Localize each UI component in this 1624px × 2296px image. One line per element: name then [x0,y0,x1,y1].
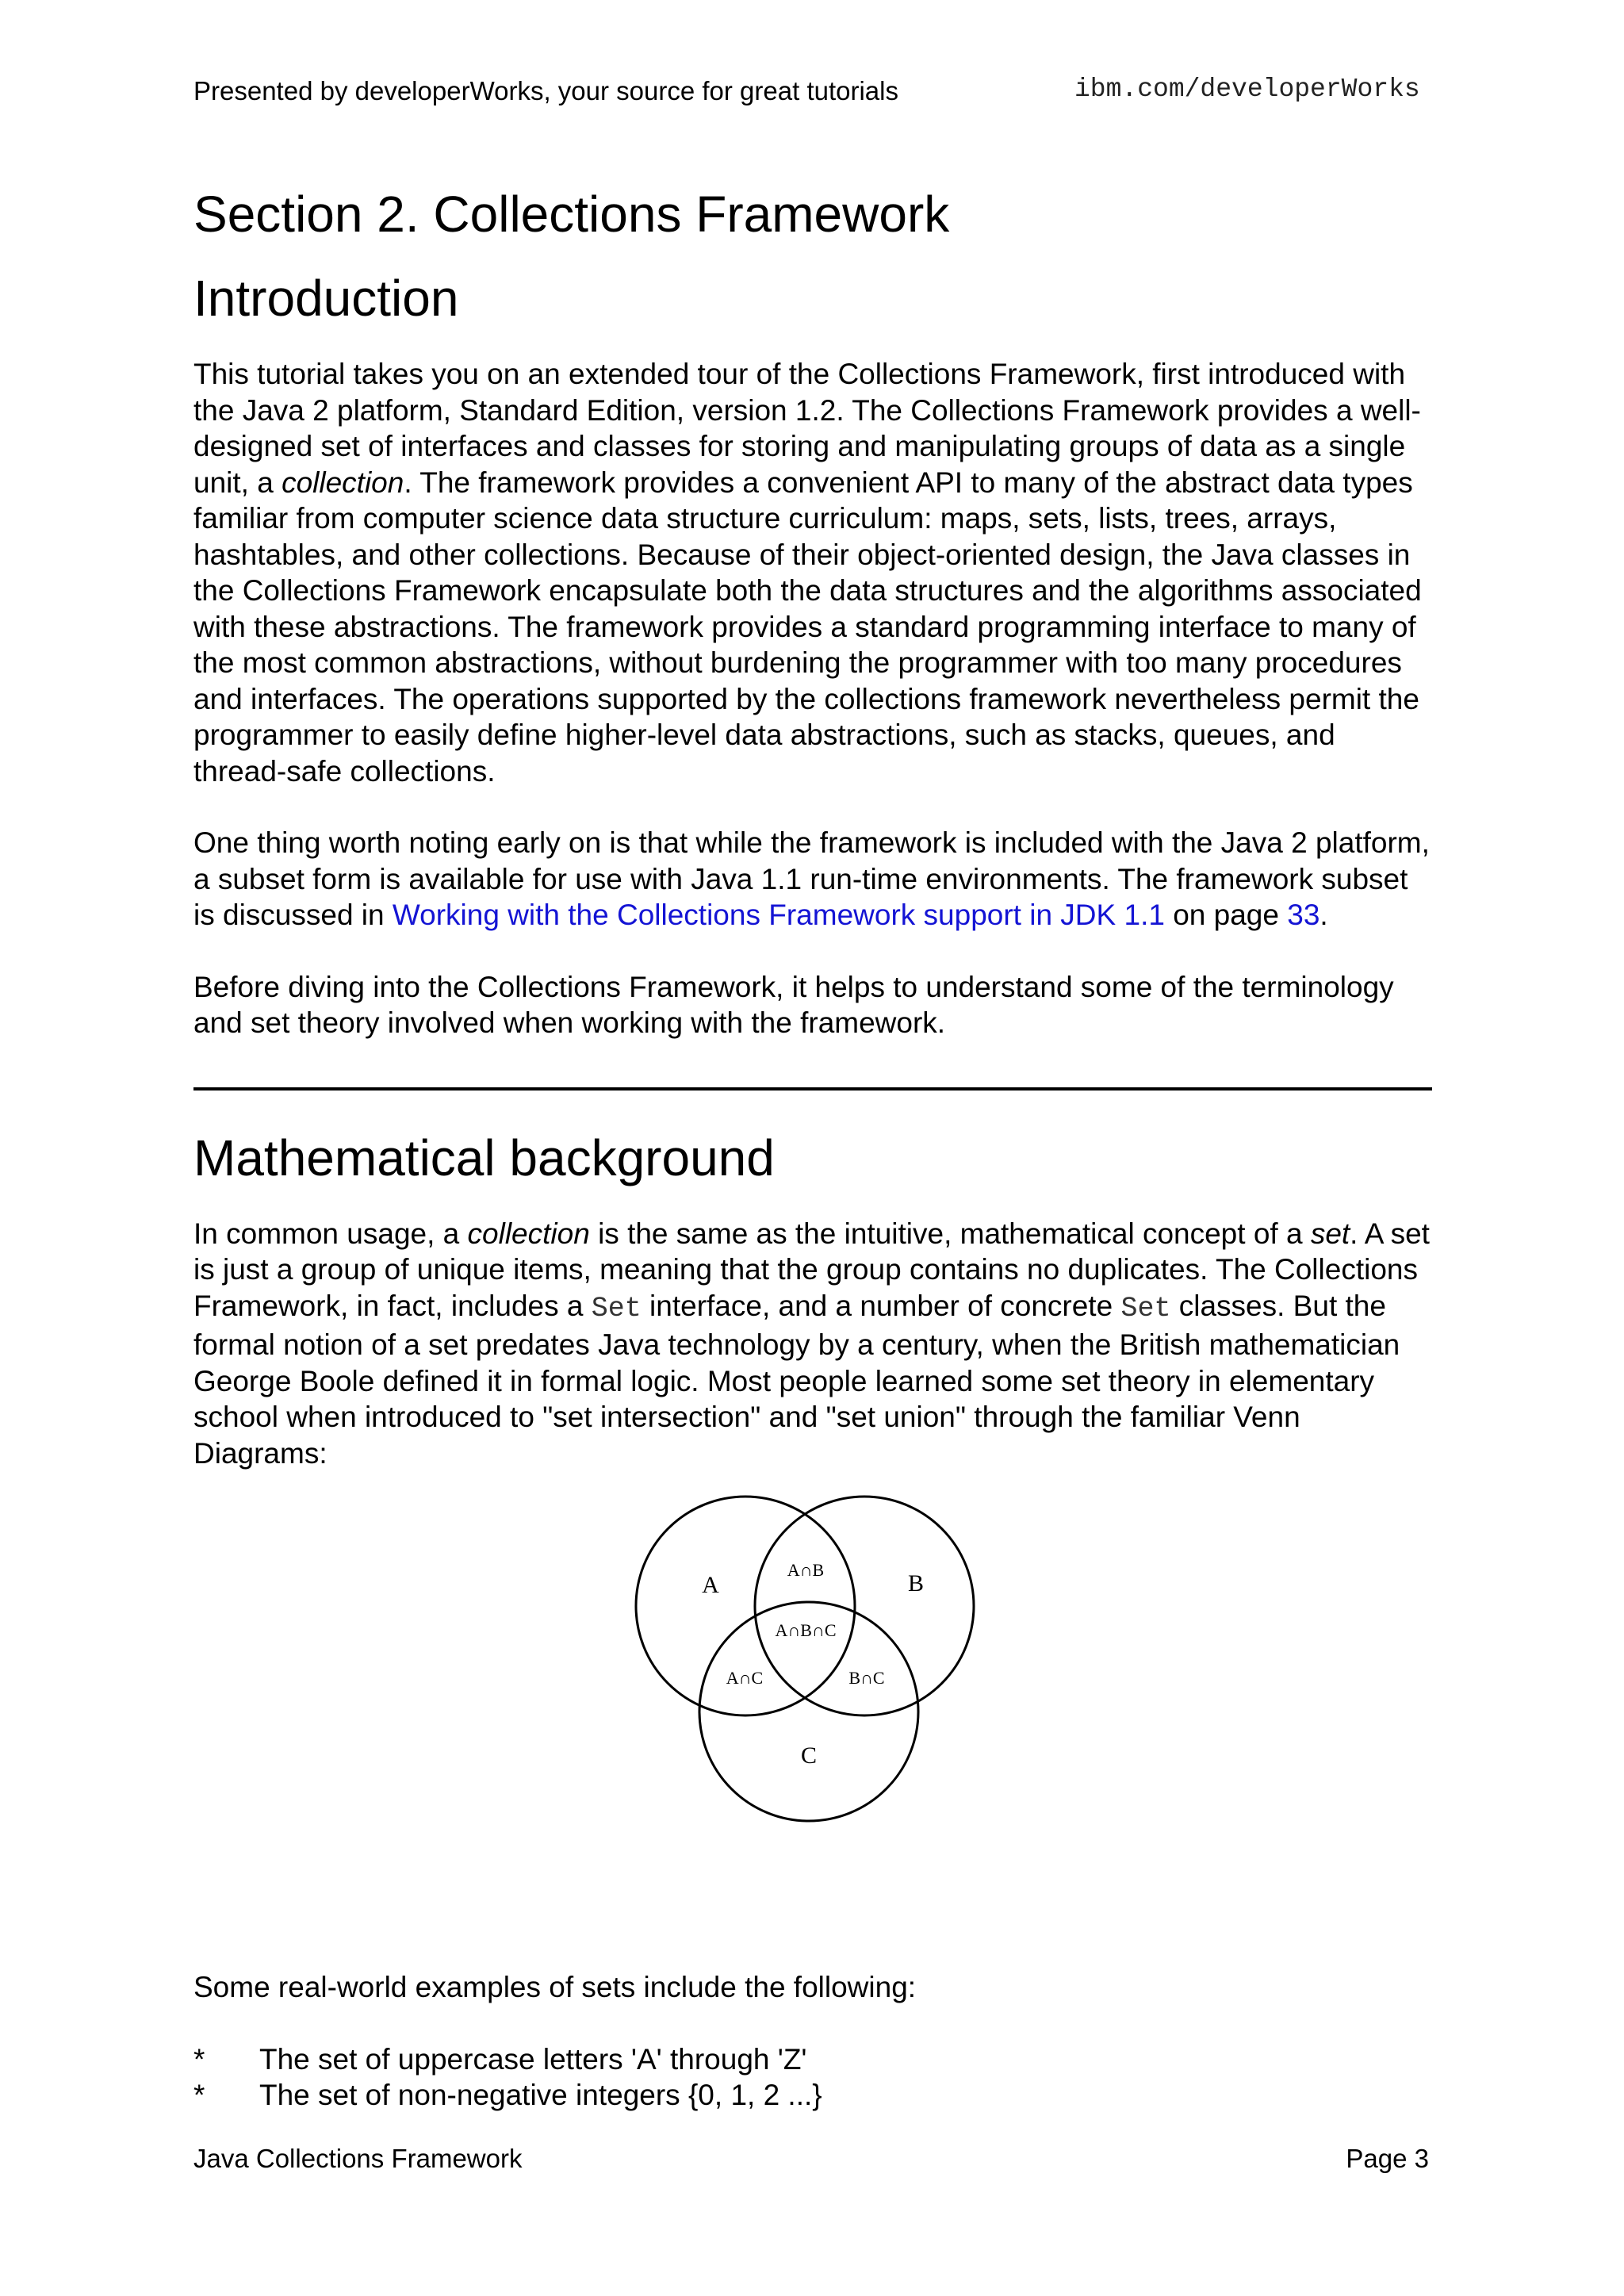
emphasis-set: set [1310,1217,1350,1250]
text-run: This tutorial takes you on an extended tour of the Collections Framework, first introduced with the Java 2 platform, Standard Edition, version 1.2. The Collections Framework provides a well-designed set of interfaces and classes for storing and manipulating groups of data as a single unit, a [193,358,1421,499]
text-run: is the same as the intuitive, mathematical concept of a [589,1217,1311,1250]
text-run: interface, and a number of concrete [641,1289,1121,1322]
label-a: A [702,1572,719,1598]
bullet-marker: * [193,2042,205,2076]
introduction-heading: Introduction [193,270,459,327]
text-run: One thing worth noting early on is that while the framework is included with the Java 2 platform, a subset form is available for use with Java 1.1 run-time environments. The framework subset is discussed in [193,826,1430,931]
jdk11-support-link[interactable]: Working with the Collections Framework support in JDK 1.1 [392,899,1165,931]
venn-diagram [634,1493,999,1834]
label-b-and-c: B∩C [848,1668,885,1688]
bullet-marker: * [193,2079,205,2111]
header-tagline: Presented by developerWorks, your source for great tutorials [193,76,898,105]
introduction-paragraph-1 [193,356,1434,789]
math-background-heading: Mathematical background [193,1129,775,1186]
text-run: In common usage, a [193,1217,468,1250]
venn-diagram-container [193,1493,1434,1938]
list-item [193,2077,1434,2114]
emphasis-collection: collection [282,466,404,499]
list-item [193,2041,1434,2078]
text-run: on page [1164,899,1288,931]
emphasis-collection: collection [467,1217,590,1250]
text-run: classes. But the formal notion of a set predates Java technology by a century, when the British mathematician George Boole defined it in formal logic. Most people learned some set theory in elementary school when introduced to "set intersection" and "set union" through the familiar Venn Diagrams: [193,1289,1400,1470]
label-b: B [907,1570,925,1596]
introduction-paragraph-2 [193,825,1434,933]
label-c: C [800,1742,818,1769]
footer-title: Java Collections Framework [193,2144,523,2173]
code-set: Set [591,1292,642,1324]
label-a-and-b-and-c: A∩B∩C [775,1620,837,1640]
list-item-text: The set of non-negative integers {0, 1, 2 ...} [259,2079,822,2111]
label-a-and-b: A∩B [787,1560,825,1580]
main-content [193,178,1434,2114]
list-item-text: The set of uppercase letters 'A' through 'Z' [259,2042,807,2076]
math-background-paragraph [193,1216,1434,1472]
section-title: Section 2. Collections Framework [193,186,950,243]
label-a-and-c: A∩C [726,1668,764,1688]
examples-list [193,2041,1434,2114]
page-33-link[interactable]: 33 [1287,899,1320,931]
code-set: Set [1120,1292,1171,1324]
introduction-paragraph-3: Before diving into the Collections Framework, it helps to understand some of the terminology and set theory involved when working with the framework. [193,970,1394,1039]
text-run: . The framework provides a convenient API to many of the abstract data types familiar from computer science data structure curriculum: maps, sets, lists, trees, arrays, hashtables, and other collections. Because of their object-oriented design, the Java classes in the Collections Framework encapsulate both the data structures and the algorithms associated with these abstractions. The framework provides a standard programming interface to many of the most common abstractions, without burdening the programmer with too many procedures and interfaces. The operations supported by the collections framework nevertheless permit the programmer to easily define higher-level data abstractions, such as stacks, queues, and thread-safe collections. [193,466,1422,788]
section-divider [193,1087,1432,1091]
header-site-url: ibm.com/developerWorks [1074,75,1420,104]
footer-page-number: Page 3 [1346,2144,1429,2173]
text-run: . [1320,899,1328,931]
text-run: . A set is just a group of unique items, meaning that the group contains no duplicates. The Collections Framework, in fact, includes a [193,1217,1430,1322]
examples-intro: Some real-world examples of sets include the following: [193,1971,917,2003]
